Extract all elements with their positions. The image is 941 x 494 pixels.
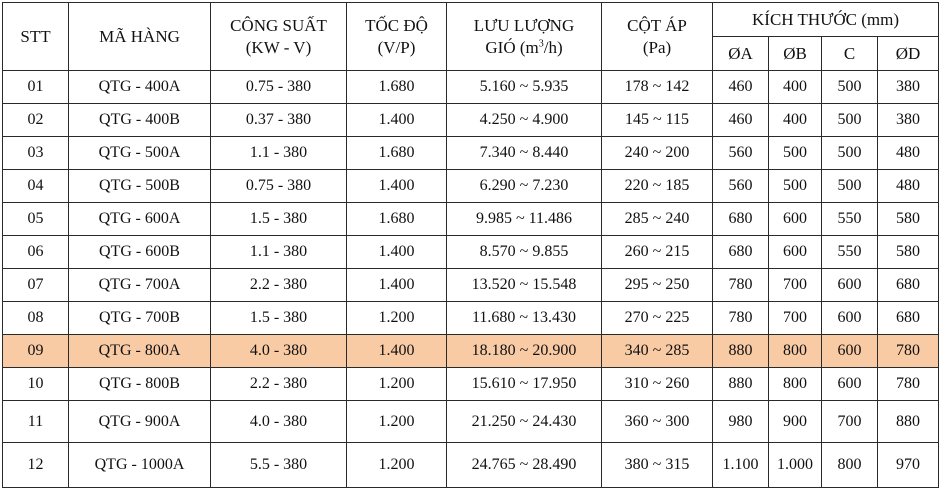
cell-toc-do: 1.400	[347, 170, 447, 203]
cell-toc-do: 1.680	[347, 203, 447, 236]
cell-luu-luong: 24.765 ~ 28.490	[447, 443, 602, 488]
cell-c: 600	[822, 335, 878, 368]
cell-oa: 560	[713, 170, 769, 203]
table-row	[3, 236, 939, 269]
cell-cong-suat: 0.75 - 380	[211, 71, 347, 104]
cell-ob: 700	[769, 269, 822, 302]
cell-luu-luong: 8.570 ~ 9.855	[447, 236, 602, 269]
cell-od: 580	[878, 236, 939, 269]
cell-od: 480	[878, 170, 939, 203]
header-toc-do-line2: (V/P)	[377, 37, 416, 57]
cell-od: 970	[878, 443, 939, 488]
cell-toc-do: 1.400	[347, 269, 447, 302]
cell-luu-luong: 4.250 ~ 4.900	[447, 104, 602, 137]
header-cot-ap-line1: CỘT ÁP	[627, 15, 687, 35]
header-stt: STT	[3, 3, 69, 71]
table-body	[3, 71, 939, 488]
cell-ob: 600	[769, 203, 822, 236]
header-luu-luong-unit-b: /h)	[543, 37, 563, 57]
table-row	[3, 203, 939, 236]
cell-oa: 880	[713, 335, 769, 368]
cell-cong-suat: 1.1 - 380	[211, 236, 347, 269]
table-row	[3, 302, 939, 335]
header-cot-ap-line2: (Pa)	[642, 37, 672, 57]
header-cot-ap	[602, 3, 713, 71]
header-cong-suat-line2: (KW - V)	[245, 37, 312, 57]
cell-c: 700	[822, 401, 878, 443]
cell-toc-do: 1.200	[347, 401, 447, 443]
header-kich-thuoc: KÍCH THƯỚC (mm)	[713, 3, 939, 37]
cell-ma-hang: QTG - 500B	[69, 170, 211, 203]
cell-cot-ap: 380 ~ 315	[602, 443, 713, 488]
cell-luu-luong: 6.290 ~ 7.230	[447, 170, 602, 203]
header-luu-luong-unit-a: GIÓ (m	[485, 37, 539, 57]
cell-cong-suat: 1.1 - 380	[211, 137, 347, 170]
cell-stt: 04	[3, 170, 69, 203]
cell-od: 780	[878, 335, 939, 368]
table-row	[3, 335, 939, 368]
cell-c: 550	[822, 203, 878, 236]
cell-oa: 460	[713, 104, 769, 137]
cell-od: 780	[878, 368, 939, 401]
cell-c: 500	[822, 104, 878, 137]
cell-stt: 06	[3, 236, 69, 269]
cell-toc-do: 1.200	[347, 368, 447, 401]
cell-cot-ap: 340 ~ 285	[602, 335, 713, 368]
cell-c: 550	[822, 236, 878, 269]
cell-cong-suat: 1.5 - 380	[211, 302, 347, 335]
cell-toc-do: 1.400	[347, 104, 447, 137]
cell-c: 600	[822, 302, 878, 335]
header-toc-do	[347, 3, 447, 71]
cell-ob: 800	[769, 335, 822, 368]
cell-stt: 07	[3, 269, 69, 302]
cell-od: 380	[878, 104, 939, 137]
cell-stt: 02	[3, 104, 69, 137]
cell-oa: 980	[713, 401, 769, 443]
cell-od: 580	[878, 203, 939, 236]
cell-toc-do: 1.680	[347, 137, 447, 170]
cell-stt: 03	[3, 137, 69, 170]
cell-cong-suat: 1.5 - 380	[211, 203, 347, 236]
cell-ob: 900	[769, 401, 822, 443]
cell-luu-luong: 11.680 ~ 13.430	[447, 302, 602, 335]
cell-c: 600	[822, 269, 878, 302]
cell-od: 480	[878, 137, 939, 170]
cell-toc-do: 1.200	[347, 302, 447, 335]
cell-c: 800	[822, 443, 878, 488]
cell-cot-ap: 295 ~ 250	[602, 269, 713, 302]
cell-cot-ap: 285 ~ 240	[602, 203, 713, 236]
cell-cong-suat: 4.0 - 380	[211, 335, 347, 368]
cell-stt: 11	[3, 401, 69, 443]
table-row	[3, 104, 939, 137]
cell-toc-do: 1.400	[347, 236, 447, 269]
fan-spec-table	[2, 2, 939, 488]
cell-luu-luong: 13.520 ~ 15.548	[447, 269, 602, 302]
cell-oa: 680	[713, 203, 769, 236]
header-sub-b: ØB	[769, 37, 822, 71]
header-toc-do-line1: TỐC ĐỘ	[365, 15, 428, 35]
cell-oa: 880	[713, 368, 769, 401]
cell-od: 380	[878, 71, 939, 104]
header-sub-d: ØD	[878, 37, 939, 71]
cell-ob: 400	[769, 104, 822, 137]
table-row	[3, 443, 939, 488]
header-sub-c: C	[822, 37, 878, 71]
header-cong-suat-line1: CÔNG SUẤT	[230, 15, 327, 35]
table-row	[3, 401, 939, 443]
cell-cot-ap: 310 ~ 260	[602, 368, 713, 401]
cell-cot-ap: 260 ~ 215	[602, 236, 713, 269]
header-cong-suat	[211, 3, 347, 71]
header-luu-luong-line2	[447, 37, 601, 59]
cell-ob: 1.000	[769, 443, 822, 488]
cell-ma-hang: QTG - 600B	[69, 236, 211, 269]
cell-cot-ap: 240 ~ 200	[602, 137, 713, 170]
cell-ma-hang: QTG - 500A	[69, 137, 211, 170]
cell-toc-do: 1.680	[347, 71, 447, 104]
cell-ob: 800	[769, 368, 822, 401]
header-ma-hang: MÃ HÀNG	[69, 3, 211, 71]
cell-ob: 400	[769, 71, 822, 104]
cell-oa: 780	[713, 269, 769, 302]
cell-ma-hang: QTG - 400B	[69, 104, 211, 137]
cell-od: 880	[878, 401, 939, 443]
cell-cong-suat: 5.5 - 380	[211, 443, 347, 488]
cell-stt: 10	[3, 368, 69, 401]
cell-ob: 700	[769, 302, 822, 335]
cell-oa: 460	[713, 71, 769, 104]
cell-toc-do: 1.400	[347, 335, 447, 368]
cell-cong-suat: 0.37 - 380	[211, 104, 347, 137]
cell-cot-ap: 360 ~ 300	[602, 401, 713, 443]
cell-ma-hang: QTG - 800B	[69, 368, 211, 401]
cell-cot-ap: 178 ~ 142	[602, 71, 713, 104]
cell-ma-hang: QTG - 800A	[69, 335, 211, 368]
header-luu-luong-sup: 3	[538, 37, 544, 49]
cell-stt: 05	[3, 203, 69, 236]
cell-stt: 09	[3, 335, 69, 368]
cell-ma-hang: QTG - 1000A	[69, 443, 211, 488]
cell-c: 500	[822, 137, 878, 170]
table-row	[3, 137, 939, 170]
cell-luu-luong: 7.340 ~ 8.440	[447, 137, 602, 170]
cell-ma-hang: QTG - 900A	[69, 401, 211, 443]
cell-ob: 600	[769, 236, 822, 269]
header-row-top	[3, 3, 939, 37]
cell-cot-ap: 220 ~ 185	[602, 170, 713, 203]
cell-ma-hang: QTG - 700B	[69, 302, 211, 335]
cell-luu-luong: 5.160 ~ 5.935	[447, 71, 602, 104]
cell-luu-luong: 18.180 ~ 20.900	[447, 335, 602, 368]
cell-cong-suat: 2.2 - 380	[211, 269, 347, 302]
cell-cot-ap: 270 ~ 225	[602, 302, 713, 335]
cell-oa: 780	[713, 302, 769, 335]
table-row	[3, 71, 939, 104]
cell-cong-suat: 0.75 - 380	[211, 170, 347, 203]
table-row	[3, 368, 939, 401]
header-luu-luong-line1: LƯU LƯỢNG	[473, 15, 575, 35]
cell-ob: 500	[769, 137, 822, 170]
cell-luu-luong: 9.985 ~ 11.486	[447, 203, 602, 236]
cell-oa: 560	[713, 137, 769, 170]
cell-stt: 12	[3, 443, 69, 488]
cell-cot-ap: 145 ~ 115	[602, 104, 713, 137]
cell-stt: 01	[3, 71, 69, 104]
cell-c: 500	[822, 170, 878, 203]
header-sub-a: ØA	[713, 37, 769, 71]
cell-ma-hang: QTG - 700A	[69, 269, 211, 302]
cell-toc-do: 1.200	[347, 443, 447, 488]
cell-stt: 08	[3, 302, 69, 335]
cell-ma-hang: QTG - 600A	[69, 203, 211, 236]
cell-cong-suat: 4.0 - 380	[211, 401, 347, 443]
cell-ob: 500	[769, 170, 822, 203]
cell-cong-suat: 2.2 - 380	[211, 368, 347, 401]
cell-ma-hang: QTG - 400A	[69, 71, 211, 104]
table-row	[3, 170, 939, 203]
cell-c: 500	[822, 71, 878, 104]
cell-od: 680	[878, 269, 939, 302]
cell-oa: 1.100	[713, 443, 769, 488]
cell-c: 600	[822, 368, 878, 401]
header-luu-luong	[447, 3, 602, 71]
cell-oa: 680	[713, 236, 769, 269]
cell-od: 680	[878, 302, 939, 335]
cell-luu-luong: 21.250 ~ 24.430	[447, 401, 602, 443]
table-row	[3, 269, 939, 302]
cell-luu-luong: 15.610 ~ 17.950	[447, 368, 602, 401]
